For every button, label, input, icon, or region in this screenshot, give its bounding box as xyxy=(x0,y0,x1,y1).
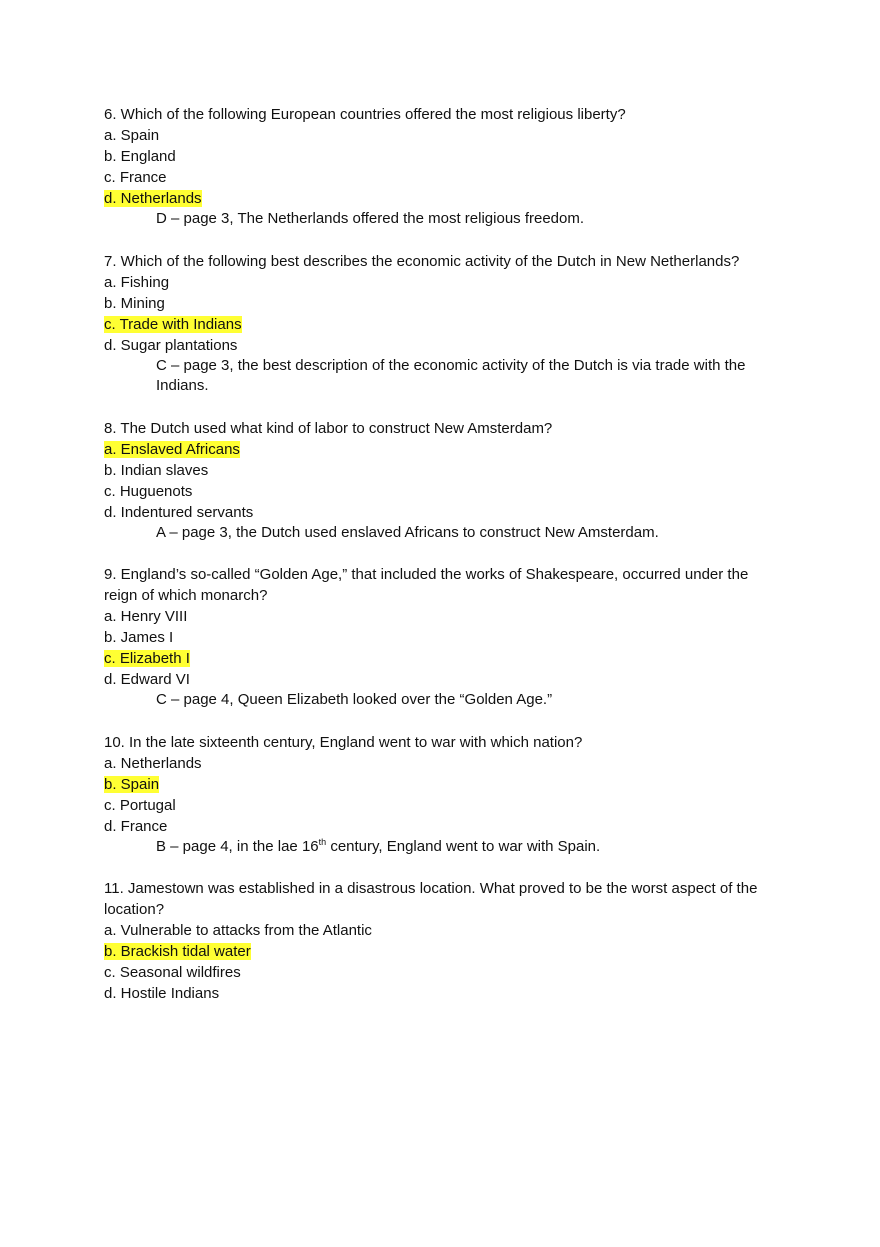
answer-option: b. England xyxy=(104,148,176,165)
answer-explanation: C – page 3, the best description of the economic activity of the Dutch is via trade with the Indians. xyxy=(156,356,746,394)
question-11 xyxy=(104,878,776,1004)
superscript-ordinal: th xyxy=(318,836,327,847)
answer-option: d. Sugar plantations xyxy=(104,336,238,354)
highlighted-answer: b. Spain xyxy=(104,775,160,793)
question-6 xyxy=(104,104,776,230)
answer-explanation: D – page 3, The Netherlands offered the most religious freedom. xyxy=(156,210,585,227)
answer-option: a. Spain xyxy=(104,127,160,144)
answer-option: a. Henry VIII xyxy=(104,608,188,625)
document-page xyxy=(104,104,776,1025)
answer-option: a. Netherlands xyxy=(104,754,202,772)
answer-option: c. France xyxy=(104,169,167,186)
answer-option: d. Indentured servants xyxy=(104,503,254,521)
answer-option: d. Edward VI xyxy=(104,671,190,688)
answer-explanation: C – page 4, Queen Elizabeth looked over the “Golden Age.” xyxy=(156,691,553,708)
highlighted-answer: d. Netherlands xyxy=(104,190,202,207)
answer-option: d. France xyxy=(104,817,168,835)
answer-explanation: B – page 4, in the lae 16th century, England went to war with Spain. xyxy=(156,836,601,855)
question-prompt: 11. Jamestown was established in a disastrous location. What proved to be the worst aspect of the location? xyxy=(104,880,758,918)
question-prompt: 8. The Dutch used what kind of labor to construct New Amsterdam? xyxy=(104,419,553,437)
answer-option: b. Indian slaves xyxy=(104,461,209,479)
question-7 xyxy=(104,251,776,397)
answer-option: b. Mining xyxy=(104,294,165,312)
question-10 xyxy=(104,732,776,858)
answer-option: c. Huguenots xyxy=(104,482,193,500)
answer-option-correct xyxy=(104,941,776,962)
question-9 xyxy=(104,564,776,711)
answer-option-correct xyxy=(104,774,776,795)
question-prompt: 7. Which of the following best describes the economic activity of the Dutch in New Netherlands? xyxy=(104,252,740,270)
answer-option-correct xyxy=(104,314,776,335)
question-8 xyxy=(104,418,776,544)
answer-option: d. Hostile Indians xyxy=(104,985,220,1002)
answer-option: a. Fishing xyxy=(104,273,170,291)
question-prompt: 10. In the late sixteenth century, England went to war with which nation? xyxy=(104,733,583,751)
question-prompt: 6. Which of the following European countries offered the most religious liberty? xyxy=(104,106,626,123)
answer-option: c. Portugal xyxy=(104,796,176,814)
question-prompt: 9. England’s so-called “Golden Age,” that included the works of Shakespeare, occurred under the reign of which monarch? xyxy=(104,566,749,604)
answer-option-correct xyxy=(104,188,776,209)
answer-option: a. Vulnerable to attacks from the Atlantic xyxy=(104,922,372,939)
answer-option: b. James I xyxy=(104,629,174,646)
answer-option: c. Seasonal wildfires xyxy=(104,964,241,981)
answer-option-correct xyxy=(104,648,776,669)
highlighted-answer: a. Enslaved Africans xyxy=(104,440,240,458)
highlighted-answer: b. Brackish tidal water xyxy=(104,943,251,960)
highlighted-answer: c. Elizabeth I xyxy=(104,650,190,667)
answer-explanation: A – page 3, the Dutch used enslaved Africans to construct New Amsterdam. xyxy=(156,523,659,541)
highlighted-answer: c. Trade with Indians xyxy=(104,315,242,333)
answer-option-correct xyxy=(104,439,776,460)
